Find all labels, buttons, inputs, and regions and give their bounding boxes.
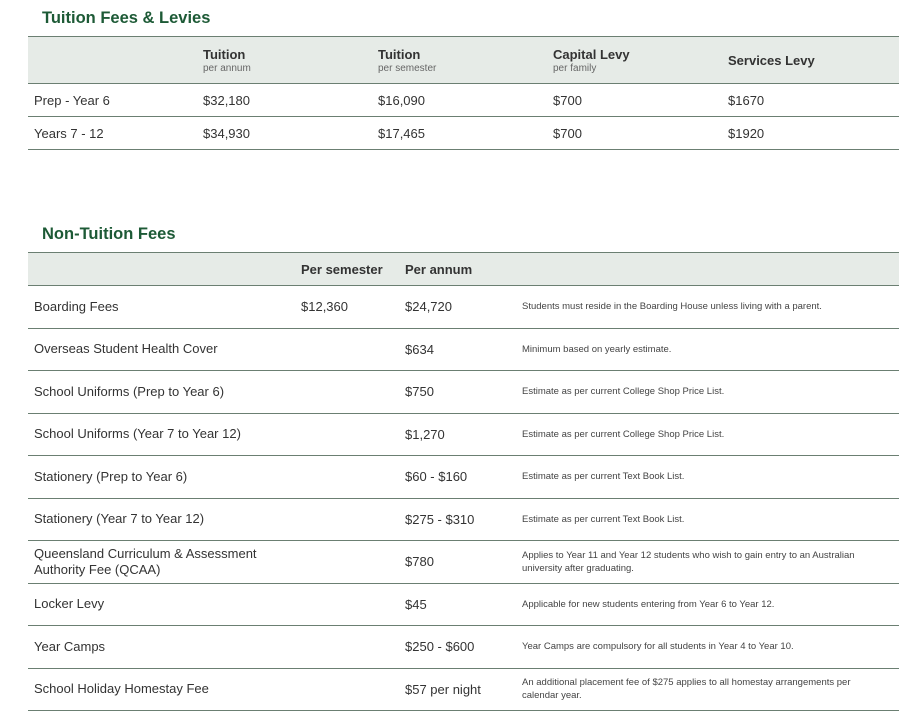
table-row: [28, 456, 899, 499]
tuition-header-cell: [203, 37, 378, 84]
header-main-label: Services Levy: [728, 52, 815, 68]
fee-item-cell: School Uniforms (Year 7 to Year 12): [28, 413, 301, 456]
per-annum-cell: $634: [405, 328, 522, 371]
tuition-header-cell: [28, 37, 203, 84]
per-semester-cell: [301, 583, 405, 626]
fee-note-cell: Students must reside in the Boarding House unless living with a parent.: [522, 286, 899, 329]
table-row: [28, 498, 899, 541]
fee-note-cell: An additional placement fee of $275 applies to all homestay arrangements per calendar year.: [522, 668, 899, 711]
header-sub-label: per family: [553, 62, 597, 74]
tuition-section-title: Tuition Fees & Levies: [42, 9, 211, 27]
table-row: [28, 286, 899, 329]
tuition-header-cell: [378, 37, 553, 84]
tuition-header-cell: [728, 37, 899, 84]
table-row: [28, 371, 899, 414]
fee-note-cell: Applicable for new students entering from Year 6 to Year 12.: [522, 583, 899, 626]
fee-note-cell: Applies to Year 11 and Year 12 students who wish to gain entry to an Australian university after graduating.: [522, 541, 899, 584]
per-semester-cell: [301, 541, 405, 584]
table-row: [28, 84, 899, 117]
per-annum-cell: $45: [405, 583, 522, 626]
per-annum-cell: $1,270: [405, 413, 522, 456]
per-annum-cell: $24,720: [405, 286, 522, 329]
note-header-cell: [522, 253, 899, 286]
table-row: [28, 583, 899, 626]
fee-item-cell: School Uniforms (Prep to Year 6): [28, 371, 301, 414]
fee-note-cell: Year Camps are compulsory for all students in Year 4 to Year 10.: [522, 626, 899, 669]
header-sub-label: per annum: [203, 62, 251, 74]
services-levy-cell: $1920: [728, 117, 899, 150]
fee-item-cell: School Holiday Homestay Fee: [28, 668, 301, 711]
per-semester-cell: [301, 456, 405, 499]
per-semester-cell: [301, 371, 405, 414]
fee-item-cell: Stationery (Prep to Year 6): [28, 456, 301, 499]
tuition-annum-cell: $34,930: [203, 117, 378, 150]
per-annum-cell: $60 - $160: [405, 456, 522, 499]
per-annum-header: Per annum: [405, 253, 522, 286]
tuition-semester-cell: $17,465: [378, 117, 553, 150]
fee-item-cell: Boarding Fees: [28, 286, 301, 329]
year-level-cell: Years 7 - 12: [28, 117, 203, 150]
tuition-header-cell: [553, 37, 728, 84]
tuition-semester-cell: $16,090: [378, 84, 553, 117]
fee-note-cell: Estimate as per current College Shop Price List.: [522, 371, 899, 414]
table-row: [28, 328, 899, 371]
services-levy-cell: $1670: [728, 84, 899, 117]
per-annum-cell: $780: [405, 541, 522, 584]
fee-note-cell: Estimate as per current Text Book List.: [522, 456, 899, 499]
item-header-cell: [28, 253, 301, 286]
per-semester-cell: [301, 668, 405, 711]
per-annum-cell: $57 per night: [405, 668, 522, 711]
header-main-label: Tuition: [203, 46, 246, 62]
table-row: [28, 117, 899, 150]
capital-levy-cell: $700: [553, 117, 728, 150]
header-main-label: Capital Levy: [553, 46, 630, 62]
per-semester-cell: $12,360: [301, 286, 405, 329]
table-row: [28, 413, 899, 456]
per-semester-cell: [301, 498, 405, 541]
per-annum-cell: $750: [405, 371, 522, 414]
fee-note-cell: Minimum based on yearly estimate.: [522, 328, 899, 371]
non-tuition-section-title: Non-Tuition Fees: [42, 225, 176, 243]
table-row: [28, 626, 899, 669]
table-row: [28, 668, 899, 711]
capital-levy-cell: $700: [553, 84, 728, 117]
header-main-label: Tuition: [378, 46, 421, 62]
fee-item-cell: Year Camps: [28, 626, 301, 669]
non-tuition-fees-table: [28, 252, 899, 711]
fee-item-cell: Queensland Curriculum & Assessment Authority Fee (QCAA): [28, 541, 301, 584]
non-tuition-header-row: [28, 253, 899, 286]
per-semester-cell: [301, 328, 405, 371]
tuition-fees-table: [28, 36, 899, 150]
per-semester-cell: [301, 413, 405, 456]
tuition-annum-cell: $32,180: [203, 84, 378, 117]
per-semester-cell: [301, 626, 405, 669]
tuition-header-row: [28, 37, 899, 84]
table-row: [28, 541, 899, 584]
per-annum-cell: $250 - $600: [405, 626, 522, 669]
fee-item-cell: Locker Levy: [28, 583, 301, 626]
fee-note-cell: Estimate as per current Text Book List.: [522, 498, 899, 541]
per-semester-header: Per semester: [301, 253, 405, 286]
header-sub-label: per semester: [378, 62, 437, 74]
per-annum-cell: $275 - $310: [405, 498, 522, 541]
fee-note-cell: Estimate as per current College Shop Price List.: [522, 413, 899, 456]
year-level-cell: Prep - Year 6: [28, 84, 203, 117]
fee-item-cell: Stationery (Year 7 to Year 12): [28, 498, 301, 541]
fee-item-cell: Overseas Student Health Cover: [28, 328, 301, 371]
